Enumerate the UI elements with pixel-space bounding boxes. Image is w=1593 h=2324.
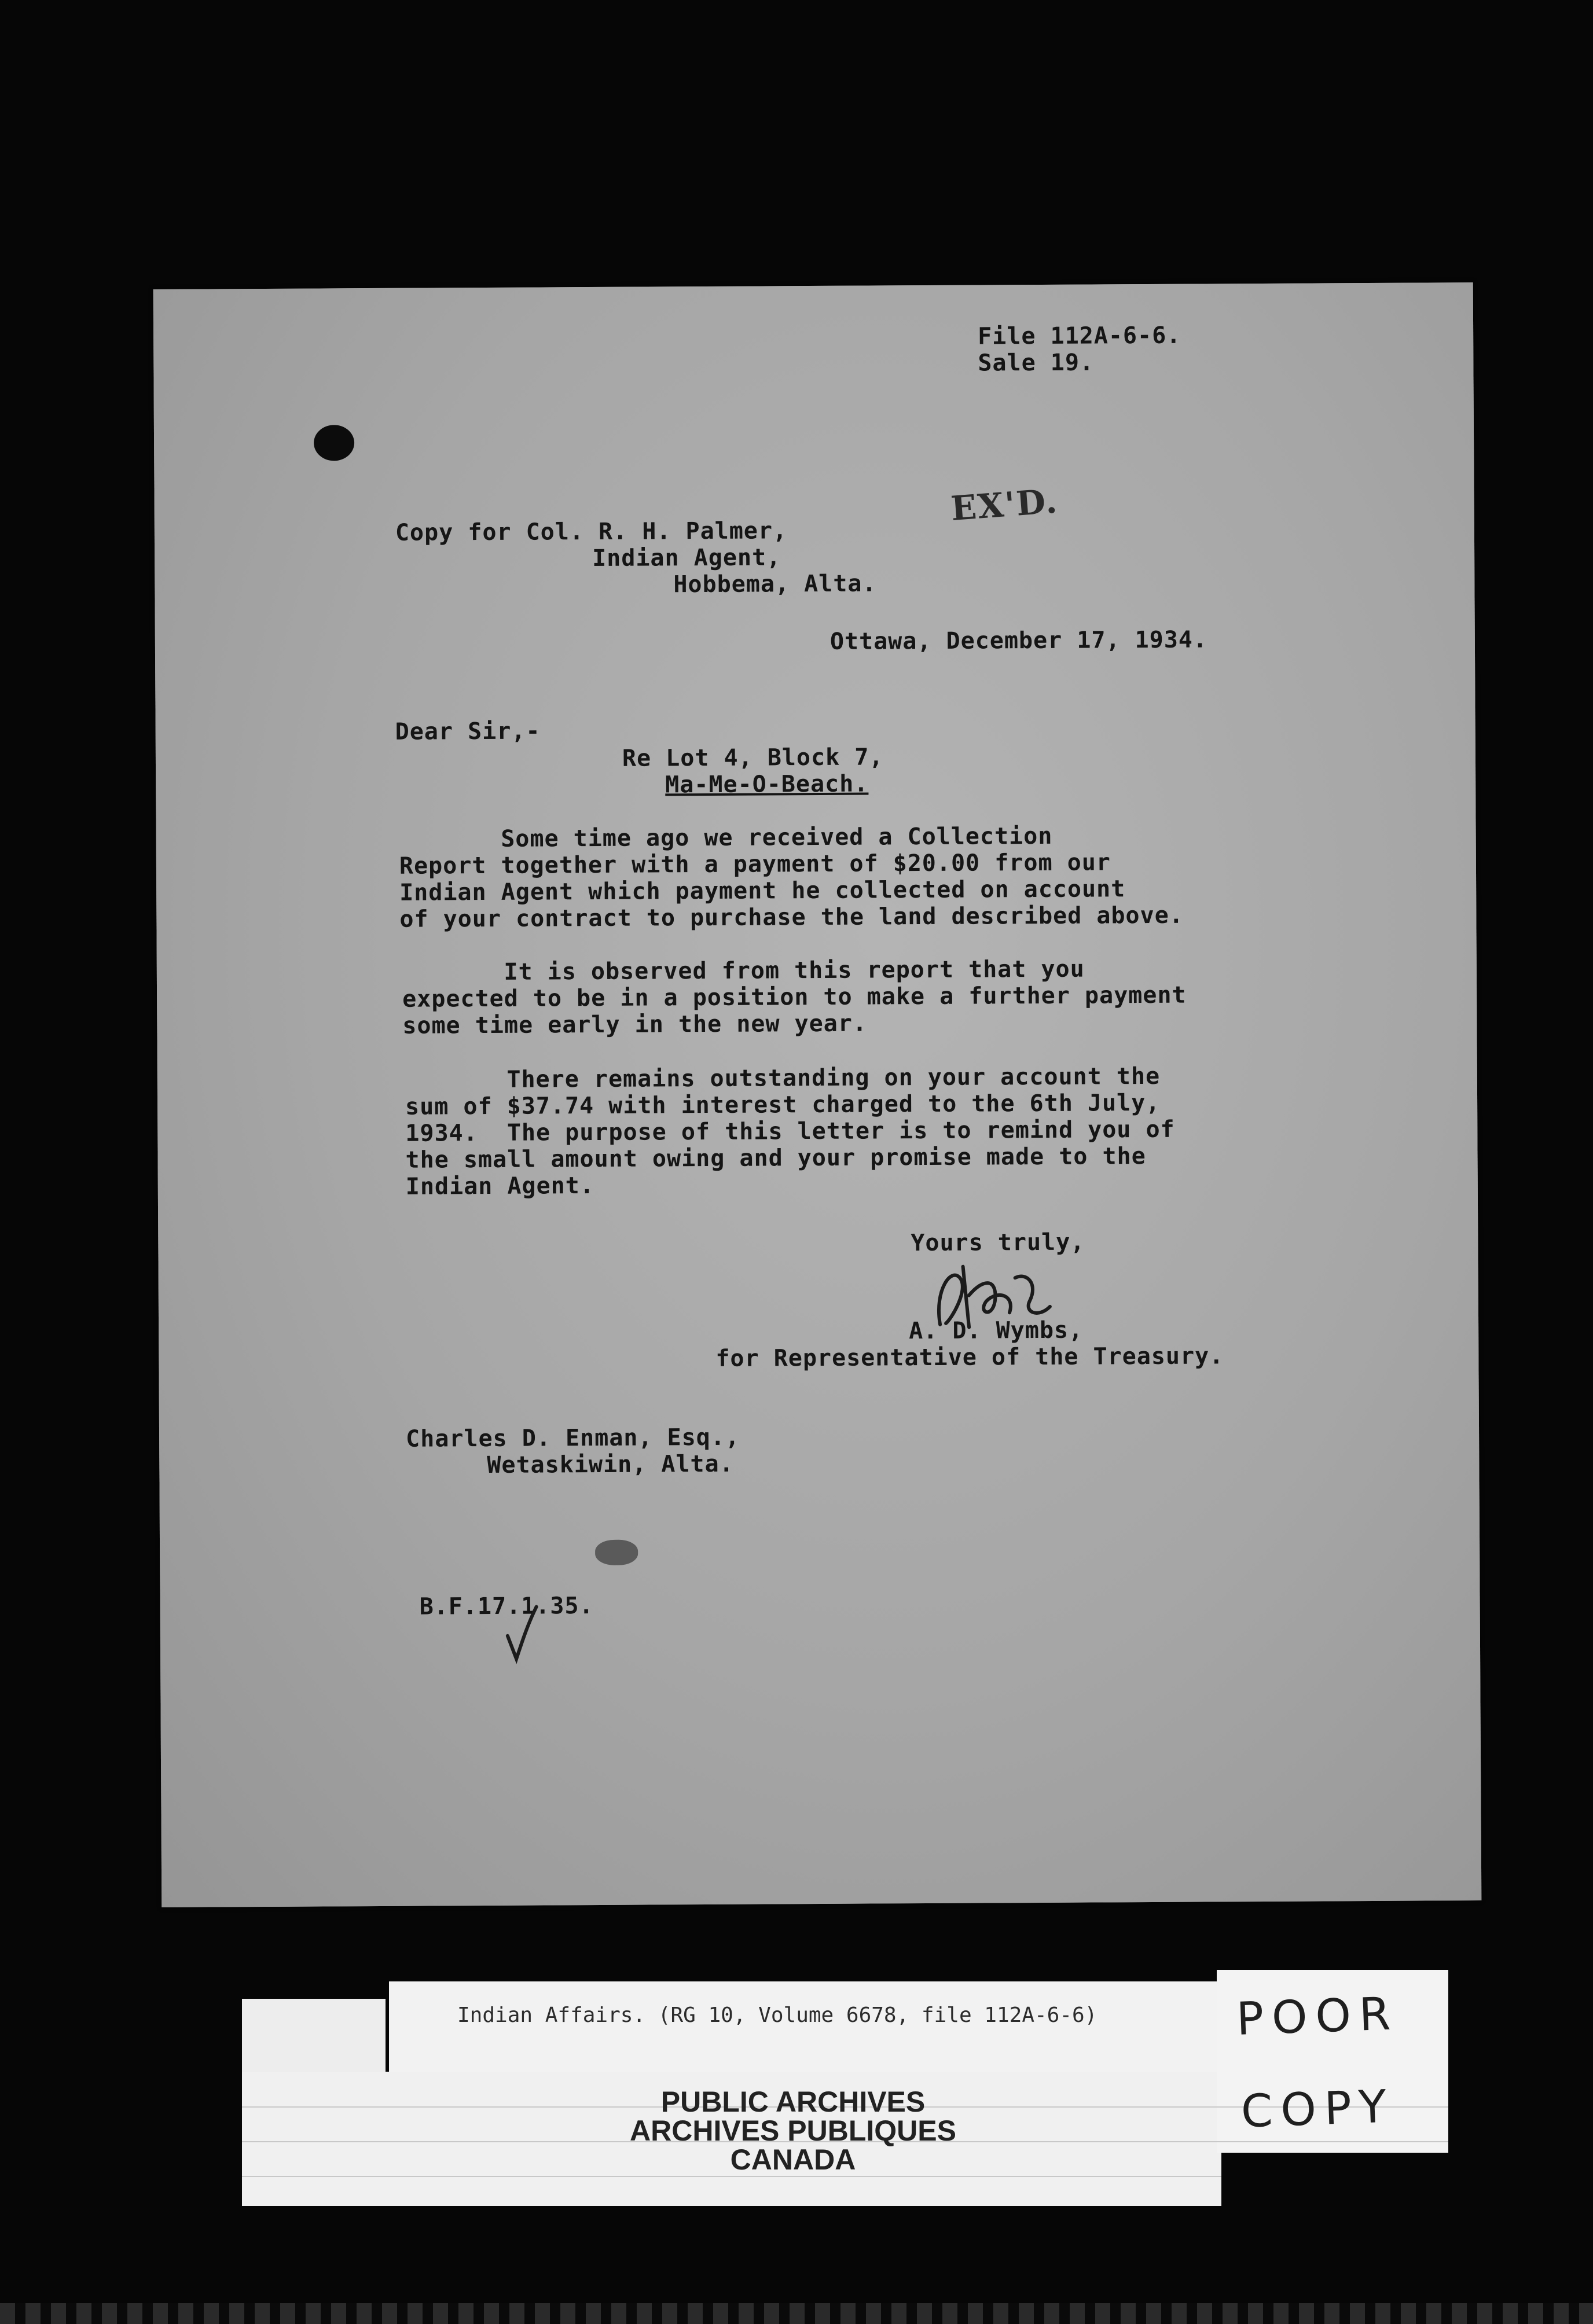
letter-sheet [153,282,1482,1907]
archive-reference: Indian Affairs. (RG 10, Volume 6678, file 112A-6-6) [457,2003,1098,2027]
addressee-place: Wetaskiwin, Alta. [487,1450,734,1479]
paragraph-line: the small amount owing and your promise made to the [405,1143,1146,1174]
bring-forward-note: B.F.17.1.35. [419,1593,594,1620]
subject-line: Re Lot 4, Block 7, [622,744,884,772]
paragraph-line: Some time ago we received a Collection [399,822,1053,853]
paragraph-line: Report together with a payment of $20.00 from our [399,849,1111,880]
paragraph-line: sum of $37.74 with interest charged to the 6th July, [405,1089,1161,1120]
hand-note-copy: COPY [1240,2080,1396,2138]
addressee-name: Charles D. Enman, Esq., [405,1424,740,1452]
film-edge [0,2303,1593,2324]
agent-title: Indian Agent, [592,544,781,572]
signer-title: for Representative of the Treasury. [715,1343,1224,1372]
ink-blot [314,425,354,461]
copy-for-line: Copy for Col. R. H. Palmer, [395,517,788,546]
subject-place: Ma-Me-O-Beach. [665,770,869,799]
archives-line-2: ARCHIVES PUBLIQUES [630,2115,956,2147]
ink-smudge [595,1540,638,1565]
salutation: Dear Sir,- [395,718,541,745]
sale-number: Sale 19. [978,349,1095,377]
signer-name: A. D. Wymbs, [909,1317,1084,1345]
hand-note-poor: POOR [1235,1988,1400,2046]
archives-line-3: CANADA [730,2143,856,2176]
file-number: File 112A-6-6. [978,322,1181,350]
paragraph-line: It is observed from this report that you [402,955,1085,986]
label-rule [1217,2141,1448,2142]
paragraph-line: of your contract to purchase the land described above. [399,902,1184,933]
paragraph-line: There remains outstanding on your account the [405,1062,1161,1094]
paragraph-line: 1934. The purpose of this letter is to remind you of [405,1116,1175,1147]
paragraph-line: expected to be in a position to make a further payment [402,981,1187,1013]
archive-label-top [389,1981,1221,2074]
label-rule [242,2176,1221,2177]
paragraph-line: some time early in the new year. [402,1010,868,1039]
archive-label-tab [242,1999,386,2074]
archives-line-1: PUBLIC ARCHIVES [660,2086,926,2118]
closing: Yours truly, [911,1229,1085,1257]
paragraph-line: Indian Agent which payment he collected on account [399,876,1126,906]
paragraph-line: Indian Agent. [405,1172,595,1200]
agent-place: Hobbema, Alta. [673,570,877,598]
checkmark [502,1601,543,1665]
examined-stamp: EX'D. [949,481,1060,529]
date-line: Ottawa, December 17, 1934. [829,626,1208,655]
